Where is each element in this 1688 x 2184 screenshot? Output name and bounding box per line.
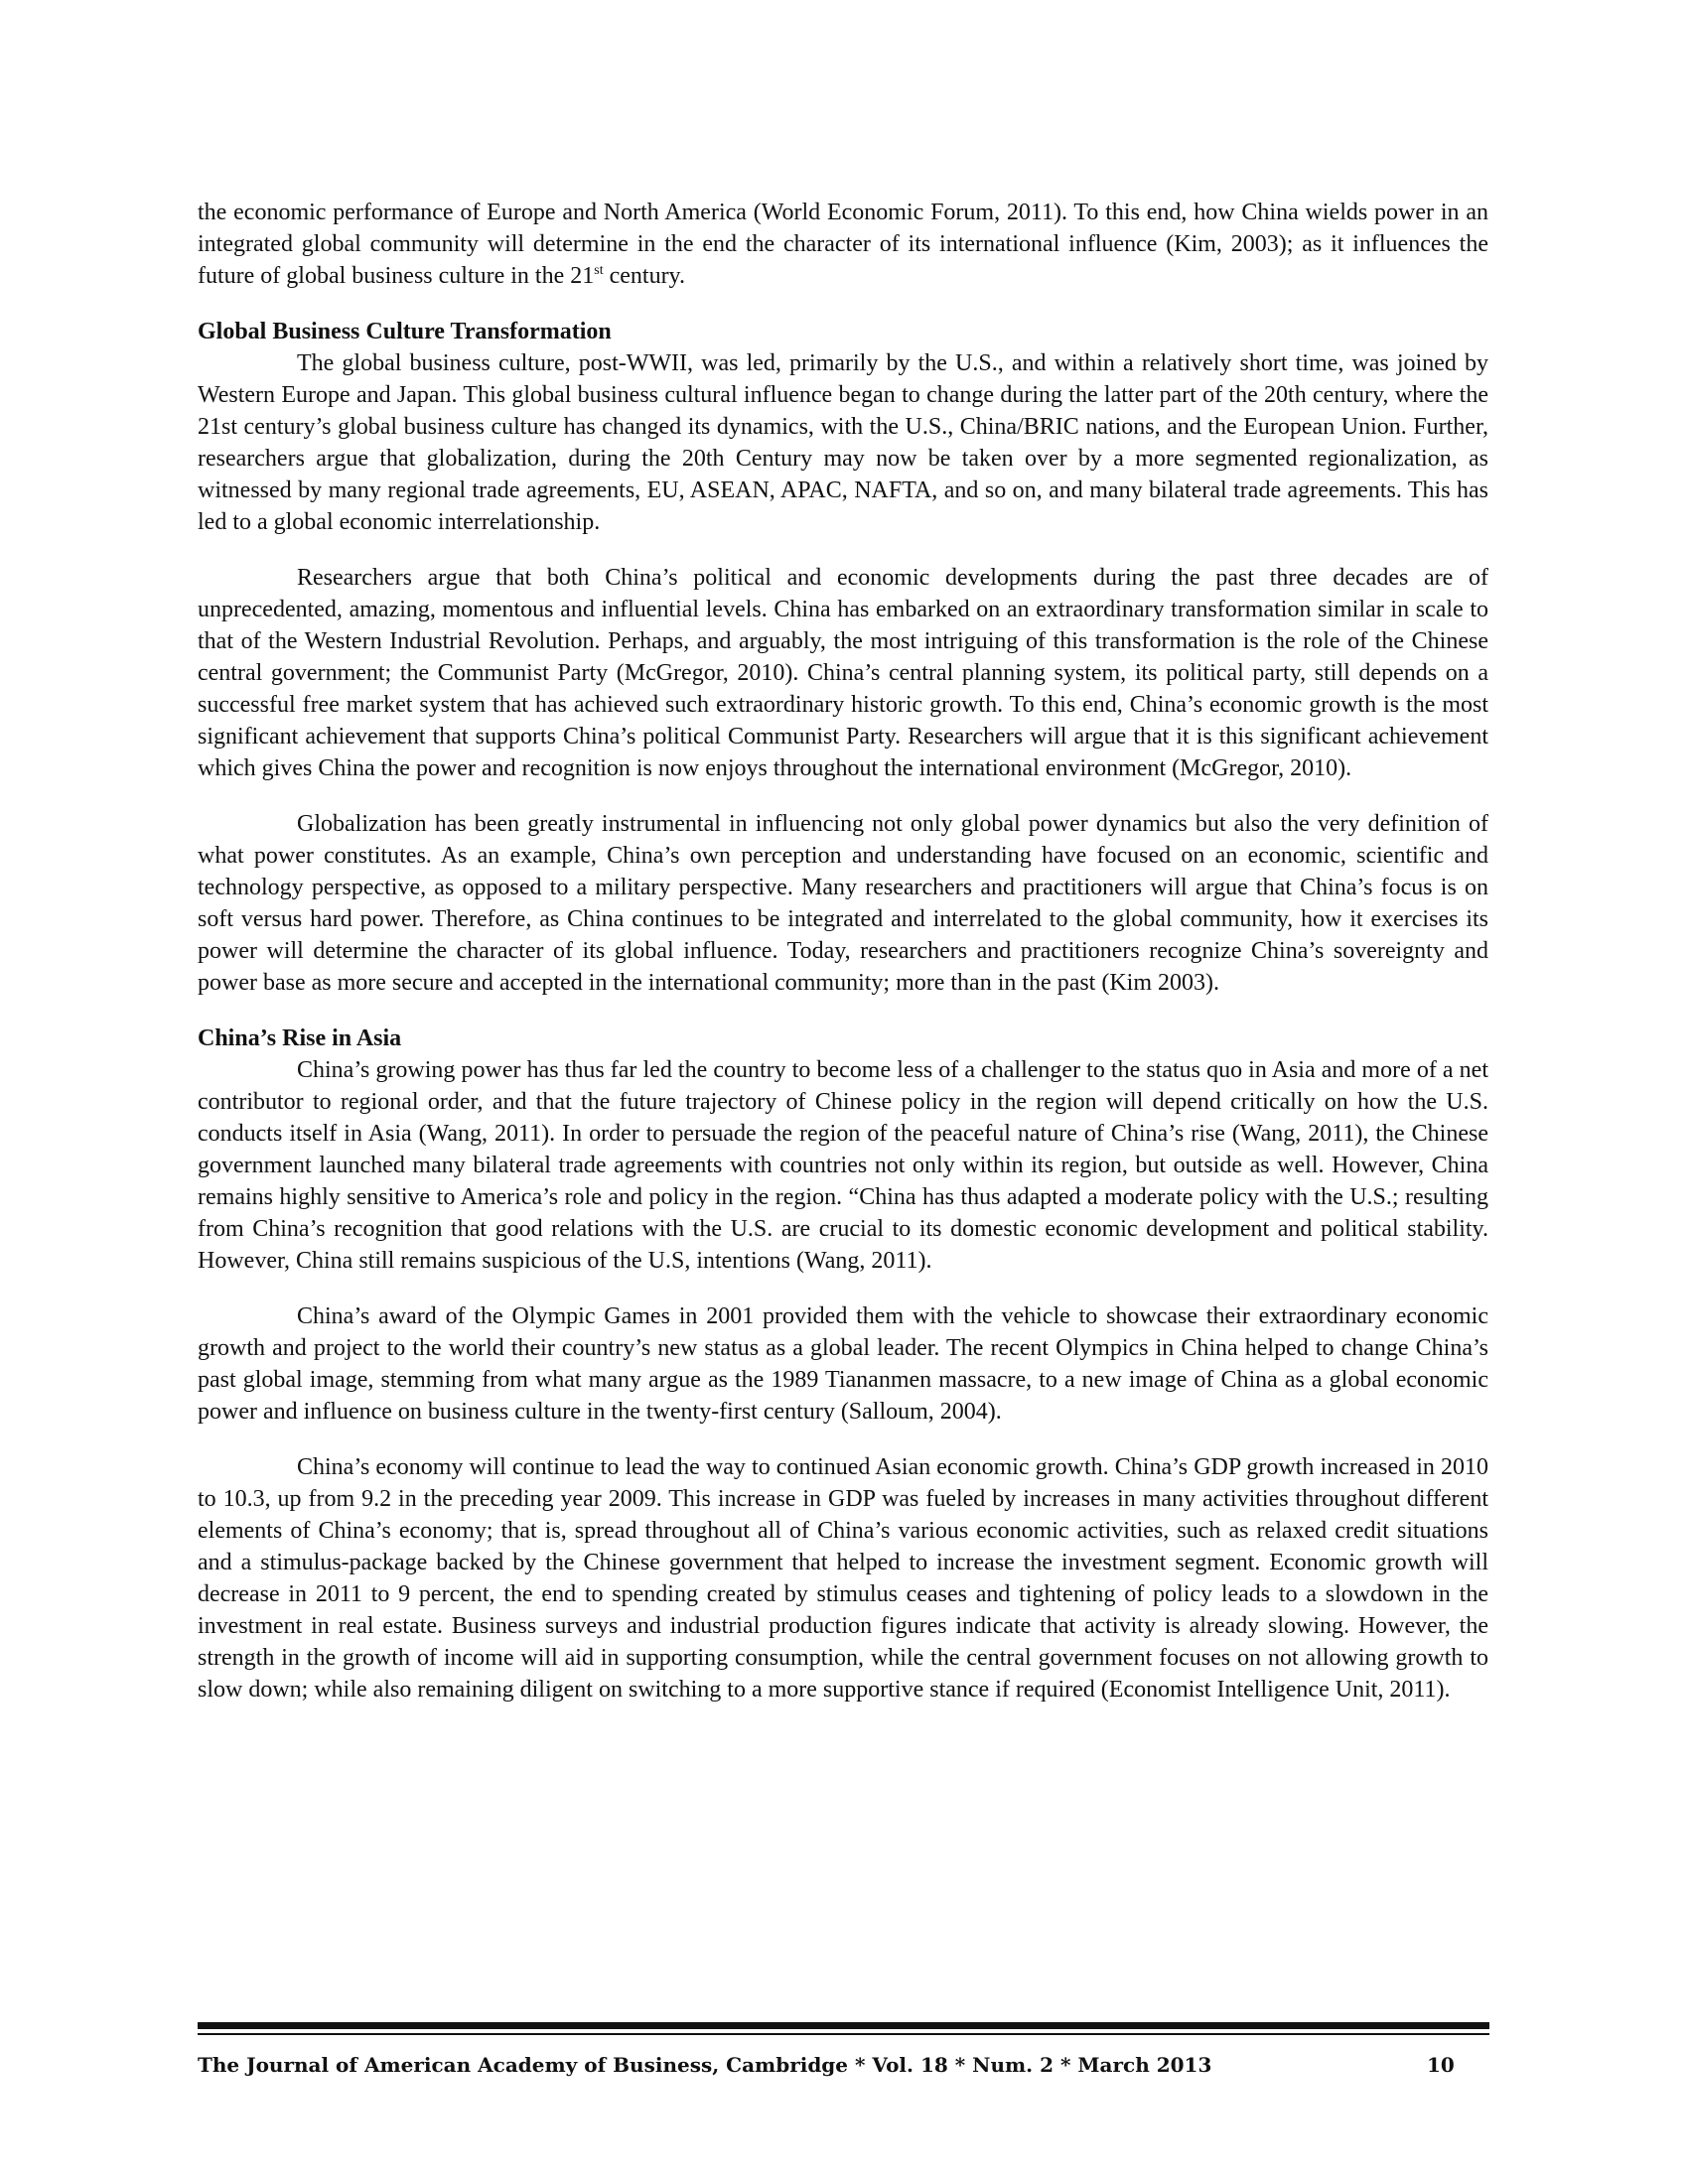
body-paragraph: China’s award of the Olympic Games in 2001 provided them with the vehicle to showcase their extraordinary economic growth and project to the world their country’s new status as a global leader. The recent Olympics in China helped to change China’s past global image, stemming from what many argue as the 1989 Tiananmen massacre, to a new image of China as a global economic power and influence on business culture in the twenty-first century (Salloum, 2004). [198, 1303, 1488, 1425]
footer-rule-thin [198, 2033, 1489, 2035]
body-paragraph: China’s growing power has thus far led the country to become less of a challenger to the status quo in Asia and more of a net contributor to regional order, and that the future trajectory of Chinese policy in the region will depend critically on how the U.S. conducts itself in Asia (Wang, 2011). In order to persuade the region of the peaceful nature of China’s rise (Wang, 2011), the Chinese government launched many bilateral trade agreements with countries not only within its region, but outside as well. However, China remains highly sensitive to America’s role and policy in the region. “China has thus adapted a moderate policy with the U.S.; resulting from China’s recognition that good relations with the U.S. are crucial to its domestic economic development and political stability. However, China still remains suspicious of the U.S, intentions (Wang, 2011). [198, 1057, 1488, 1274]
intro-text: the economic performance of Europe and North America (World Economic Forum, 2011). To this end, how China wields power in an integrated global community will determine in the end the character of its international influence (Kim, 2003); as it influences the future of global business culture in the 21 [198, 200, 1488, 289]
footer-rule-thick [198, 2022, 1489, 2029]
ordinal-superscript: st [594, 263, 604, 278]
intro-paragraph [198, 197, 1488, 292]
page-footer [198, 2049, 1489, 2081]
body-paragraph: Globalization has been greatly instrumental in influencing not only global power dynamics but also the very definition of what power constitutes. As an example, China’s own perception and understanding have focused on an economic, scientific and technology perspective, as opposed to a military perspective. Many researchers and practitioners will argue that China’s focus is on soft versus hard power. Therefore, as China continues to be integrated and interrelated to the global community, how it exercises its power will determine the character of its global influence. Today, researchers and practitioners recognize China’s sovereignty and power base as more secure and accepted in the international community; more than in the past (Kim 2003). [198, 811, 1488, 996]
section-heading-global-business-culture: Global Business Culture Transformation [198, 319, 612, 344]
page-number: 10 [1427, 2053, 1455, 2077]
article-body [198, 197, 1488, 1729]
section-heading-china-rise-in-asia: China’s Rise in Asia [198, 1025, 402, 1051]
body-paragraph: Researchers argue that both China’s political and economic developments during the past three decades are of unprecedented, amazing, momentous and influential levels. China has embarked on an extraordinary transformation similar in scale to that of the Western Industrial Revolution. Perhaps, and arguably, the most intriguing of this transformation is the role of the Chinese central government; the Communist Party (McGregor, 2010). China’s central planning system, its political party, still depends on a successful free market system that has achieved such extraordinary historic growth. To this end, China’s economic growth is the most significant achievement that supports China’s political Communist Party. Researchers will argue that it is this significant achievement which gives China the power and recognition is now enjoys throughout the international environment (McGregor, 2010). [198, 565, 1488, 781]
body-paragraph: The global business culture, post-WWII, was led, primarily by the U.S., and within a relatively short time, was joined by Western Europe and Japan. This global business cultural influence began to change during the latter part of the 20th century, where the 21st century’s global business culture has changed its dynamics, with the U.S., China/BRIC nations, and the European Union. Further, researchers argue that globalization, during the 20th Century may now be taken over by a more segmented regionalization, as witnessed by many regional trade agreements, EU, ASEAN, APAC, NAFTA, and so on, and many bilateral trade agreements. This has led to a global economic interrelationship. [198, 350, 1488, 535]
intro-text-end: century. [603, 263, 685, 289]
body-paragraph: China’s economy will continue to lead the way to continued Asian economic growth. China’s GDP growth increased in 2010 to 10.3, up from 9.2 in the preceding year 2009. This increase in GDP was fueled by increases in many activities throughout different elements of China’s economy; that is, spread throughout all of China’s various economic activities, such as relaxed credit situations and a stimulus-package backed by the Chinese government that helped to increase the investment segment. Economic growth will decrease in 2011 to 9 percent, the end to spending created by stimulus ceases and tightening of policy leads to a slowdown in the investment in real estate. Business surveys and industrial production figures indicate that activity is already slowing. However, the strength in the growth of income will aid in supporting consumption, while the central government focuses on not allowing growth to slow down; while also remaining diligent on switching to a more supportive stance if required (Economist Intelligence Unit, 2011). [198, 1454, 1488, 1703]
journal-citation: The Journal of American Academy of Business, Cambridge * Vol. 18 * Num. 2 * March 2013 [198, 2053, 1212, 2077]
